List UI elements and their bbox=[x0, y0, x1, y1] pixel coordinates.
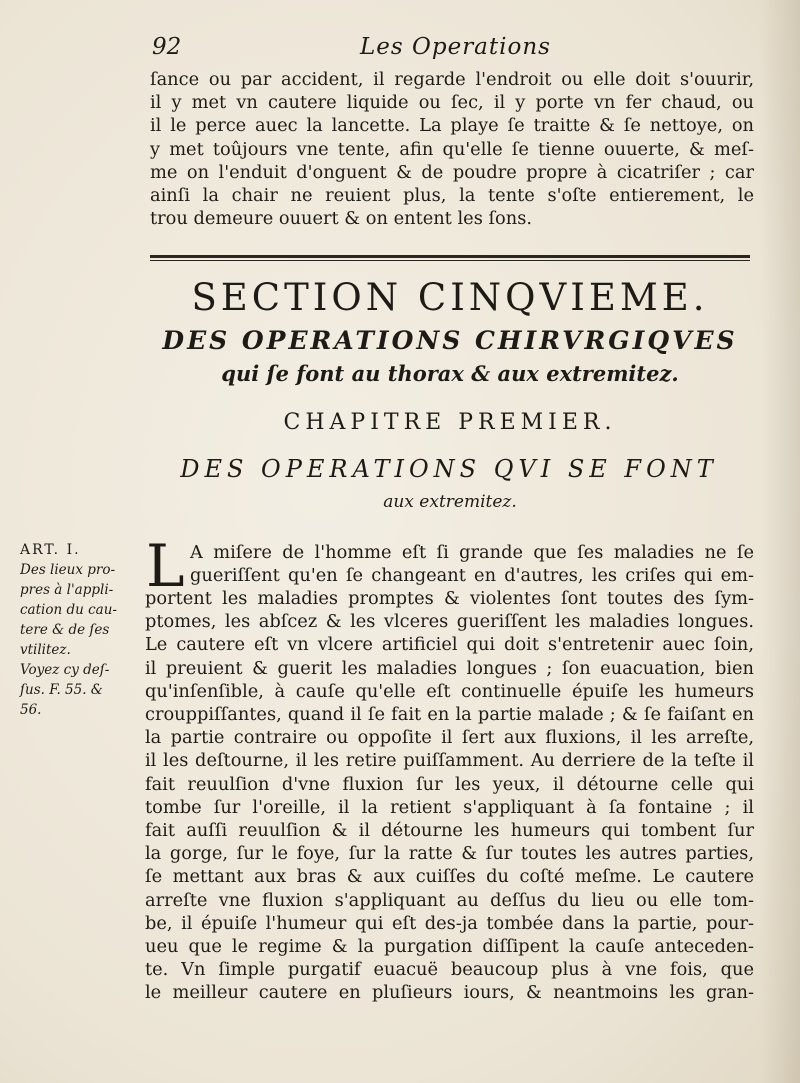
article-number: ART. I. bbox=[20, 542, 81, 558]
text-line: gueriſſent qu'en ſe changeant en d'autres, les criſes qui em- bbox=[190, 565, 754, 587]
text-line: ſe mettant aux bras & aux cuiſſes du coſté meſme. Le cautere bbox=[145, 866, 754, 888]
text-line: le meilleur cautere en pluſieurs iours, & neantmoins les gran- bbox=[145, 982, 754, 1004]
text-line: ptomes, les abſcez & les vlceres gueriſſent les maladies longues. bbox=[145, 611, 754, 633]
text-line: ainſi la chair ne reuient plus, la tente s'oſte entierement, le bbox=[150, 185, 754, 207]
text-line: qu'inſenſible, à cauſe qu'elle eſt continuelle épuiſe les humeurs bbox=[145, 680, 754, 702]
drop-cap: L bbox=[146, 532, 185, 600]
margin-note-line: ſus. F. 55. & bbox=[20, 682, 103, 698]
margin-note-line: Voyez cy deſ- bbox=[20, 662, 110, 678]
text-line: me on l'enduit d'onguent & de poudre propre à cicatriſer ; car bbox=[150, 161, 754, 183]
divider-thick-rule bbox=[150, 255, 750, 258]
text-line: trou demeure ouuert & on entent les ſons. bbox=[150, 208, 532, 230]
text-line: la partie contraire ou oppoſite il ſert aux fluxions, il les arreſte, bbox=[145, 727, 754, 749]
page-edge-shadow bbox=[760, 0, 800, 1083]
section-divider bbox=[150, 253, 750, 263]
text-line: il preuient & guerit les maladies longues ; ſon euacuation, bien bbox=[145, 657, 754, 679]
divider-thin-rule bbox=[150, 260, 750, 261]
section-title: SECTION CINQVIEME. bbox=[191, 276, 709, 319]
text-line: A miſere de l'homme eſt ſi grande que ſes maladies ne ſe bbox=[190, 542, 754, 563]
text-line: te. Vn ſimple purgatif euacuë beaucoup plus à vne fois, que bbox=[145, 959, 754, 981]
running-head bbox=[150, 34, 750, 66]
section-subtitle-second-line: qui ſe font au thorax & aux extremitez. bbox=[221, 361, 679, 386]
text-line: il les deſtourne, il les retire puiſſamment. Au derriere de la teſte il bbox=[145, 750, 754, 772]
margin-note-line: pres à l'appli- bbox=[20, 582, 114, 598]
text-line: ſance ou par accident, il regarde l'endroit ou elle doit s'ouurir, bbox=[150, 69, 754, 90]
margin-note-line: cation du cau- bbox=[20, 602, 117, 618]
margin-note-line: vtilitez. bbox=[20, 642, 71, 658]
chapter-subtitle: DES OPERATIONS QVI SE FONT bbox=[180, 455, 718, 483]
text-line: portent les maladies promptes & violentes ſont toutes des ſym- bbox=[145, 588, 754, 609]
text-line: fait reuulſion d'vne fluxion ſur les yeux, il détourne celle qui bbox=[145, 773, 754, 795]
text-line: Le cautere eſt vn vlcere artificiel qui doit s'entretenir auec ſoin, bbox=[145, 634, 754, 656]
margin-note bbox=[20, 540, 144, 720]
top-paragraph bbox=[150, 68, 754, 230]
text-line: be, il épuiſe l'humeur qui eſt des-ja tombée dans la partie, pour- bbox=[145, 912, 754, 934]
running-title: Les Operations bbox=[360, 34, 551, 60]
text-line: il le perce auec la lancette. La playe ſe traitte & ſe nettoye, on bbox=[150, 115, 754, 137]
text-line: ueu que le regime & la purgation diſſipent la cauſe anteceden- bbox=[145, 936, 754, 958]
text-line: fait auſſi reuulſion & il détourne les humeurs qui tombent ſur bbox=[145, 820, 754, 842]
text-line: la gorge, ſur le foye, ſur la ratte & ſur toutes les autres parties, bbox=[145, 843, 754, 865]
text-line: crouppiſſantes, quand il ſe fait en la partie malade ; & ſe faiſant en bbox=[145, 704, 754, 726]
text-line: y met toûjours vne tente, afin qu'elle ſe tienne ouuerte, & meſ- bbox=[150, 138, 754, 160]
chapter-subtitle-second-line: aux extremitez. bbox=[383, 492, 517, 512]
chapter-title: CHAPITRE PREMIER. bbox=[283, 410, 617, 435]
text-line: arreſte vne fluxion s'appliquant au deſſus du lieu ou elle tom- bbox=[145, 889, 754, 911]
page-number: 92 bbox=[152, 34, 182, 60]
margin-note-line: tere & de ſes bbox=[20, 622, 110, 638]
margin-note-line: Des lieux pro- bbox=[20, 562, 116, 578]
body-paragraph bbox=[145, 587, 754, 1005]
margin-note-line: 56. bbox=[20, 702, 42, 718]
text-line: il y met vn cautere liquide ou ſec, il y porte vn fer chaud, ou bbox=[150, 92, 754, 114]
body-paragraph-indented bbox=[190, 541, 754, 587]
text-line: tombe ſur l'oreille, il la retient s'appliquant à ſa fontaine ; il bbox=[145, 796, 754, 818]
section-subtitle: DES OPERATIONS CHIRVRGIQVES bbox=[162, 326, 738, 355]
